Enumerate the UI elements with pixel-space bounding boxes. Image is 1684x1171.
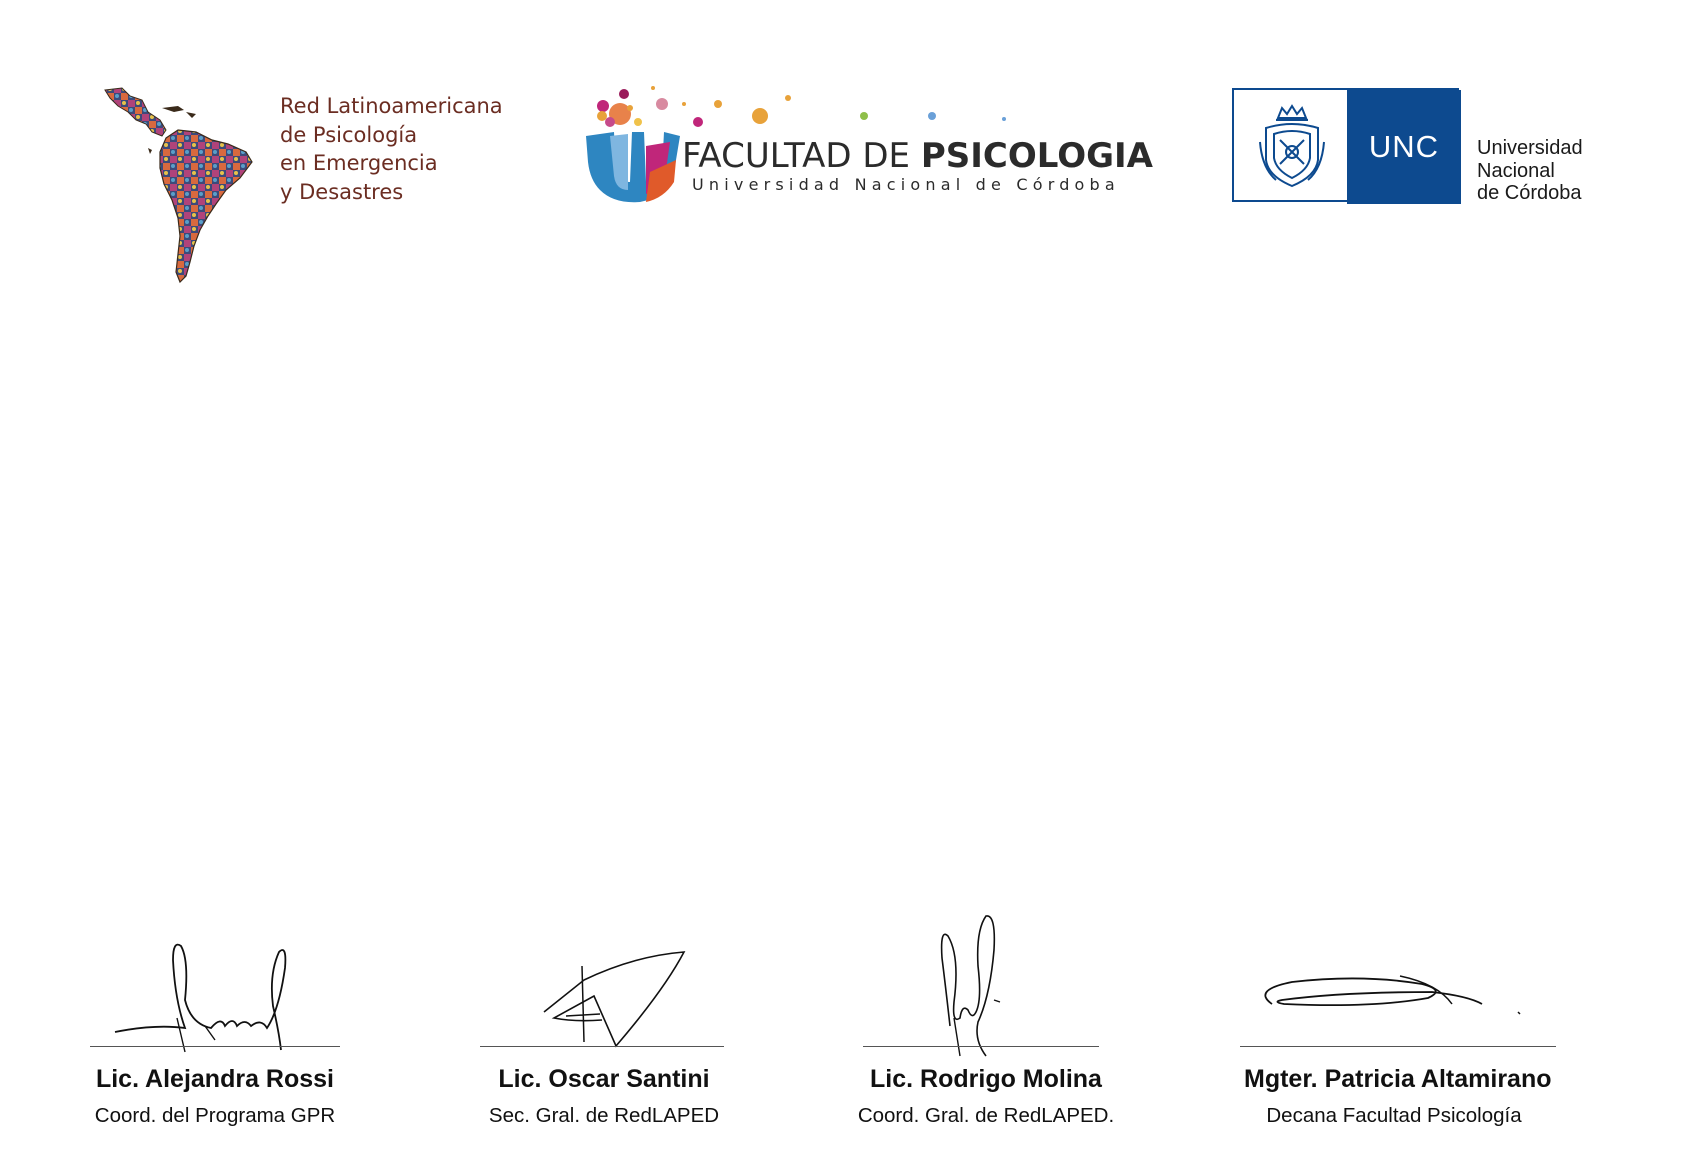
facultad-subtitle: Universidad Nacional de Córdoba xyxy=(692,175,1120,194)
signature-line xyxy=(863,1046,1099,1047)
signature-block xyxy=(1232,900,1552,1140)
signature-image xyxy=(65,900,365,1065)
unc-name-line: Nacional xyxy=(1477,159,1555,182)
signature-image xyxy=(454,900,754,1065)
signatory-role: Coord. Gral. de RedLAPED. xyxy=(857,1104,1115,1127)
signatory-role: Decana Facultad Psicología xyxy=(1266,1104,1522,1127)
signature-image xyxy=(1232,900,1532,1065)
redlaped-line: Red Latinoamericana xyxy=(280,94,503,118)
facultad-title-light: FACULTAD DE xyxy=(682,136,921,176)
latin-america-map-icon xyxy=(100,86,270,286)
facultad-title-bold: PSICOLOGIA xyxy=(920,136,1153,176)
signature-image xyxy=(836,900,1136,1065)
unc-name-line: Universidad xyxy=(1477,137,1583,159)
redlaped-name xyxy=(280,92,503,206)
redlaped-line: y Desastres xyxy=(280,179,404,204)
unc-badge: UNC xyxy=(1347,90,1461,204)
signature-block xyxy=(836,900,1136,1140)
signatory-name: Lic. Rodrigo Molina xyxy=(870,1065,1102,1093)
signatory-name: Mgter. Patricia Altamirano xyxy=(1244,1065,1552,1093)
unc-coat-of-arms-icon xyxy=(1256,102,1328,192)
unc-logo xyxy=(1232,88,1592,204)
unc-name-line: de Córdoba xyxy=(1477,182,1582,204)
redlaped-line: de Psicología xyxy=(280,122,418,147)
redlaped-line: en Emergencia xyxy=(280,151,438,175)
facultad-title xyxy=(682,136,1153,176)
signature-line xyxy=(90,1046,340,1047)
signatory-name: Lic. Alejandra Rossi xyxy=(95,1065,335,1093)
unc-logo-box xyxy=(1232,88,1459,202)
signature-line xyxy=(1240,1046,1556,1047)
signature-block xyxy=(454,900,754,1140)
unc-name xyxy=(1477,137,1583,205)
redlaped-logo xyxy=(100,86,503,286)
signatory-role: Sec. Gral. de RedLAPED xyxy=(488,1104,720,1127)
signature-block xyxy=(65,900,365,1140)
signature-line xyxy=(480,1046,724,1047)
signatory-role: Coord. del Programa GPR xyxy=(94,1104,336,1127)
facultad-psicologia-logo xyxy=(580,86,1153,206)
signatory-name: Lic. Oscar Santini xyxy=(498,1065,710,1093)
